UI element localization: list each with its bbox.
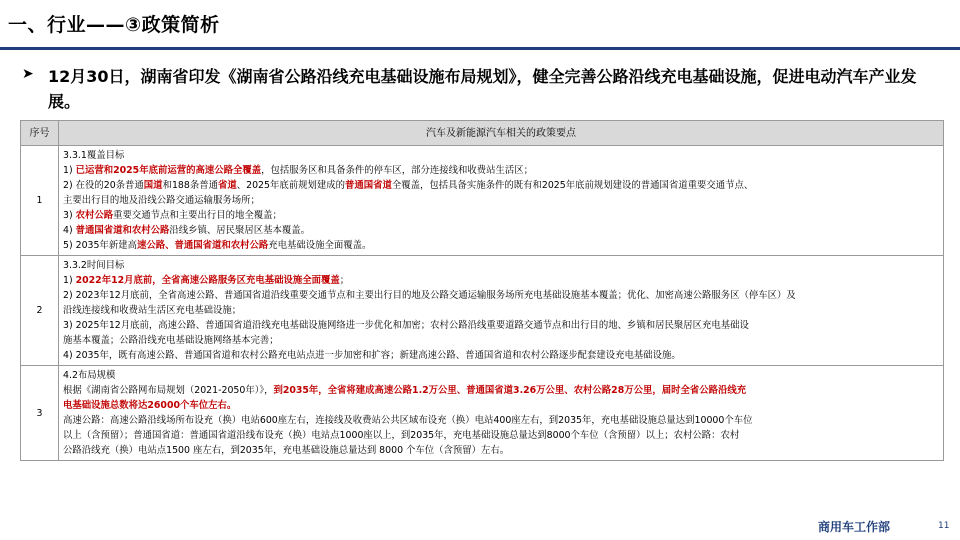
page-title: 一、行业——③政策简析 [8, 14, 220, 36]
row-number: 1 [21, 146, 59, 256]
policy-text: 4.2布局规模 [63, 370, 116, 381]
policy-text: 以上（含预留）；普通国省道：普通国省道沿线布设充（换）电站点1000座以上，到2035年，充电基础设施总量达到8000个车位（含预留）以上；农村公路：农村 [63, 430, 740, 441]
title-bar [0, 0, 960, 52]
policy-text-line [63, 383, 939, 398]
highlighted-text: 国道 [143, 180, 163, 191]
policy-text: 4) [63, 225, 76, 236]
policy-text-line [63, 288, 939, 303]
policy-text-line [63, 413, 939, 428]
policy-text: 根据《湖南省公路网布局规划（2021-2050年）》， [63, 385, 274, 396]
highlighted-text: 农村公路 [75, 210, 114, 221]
policy-text: 充电基础设施全面覆盖。 [268, 240, 372, 251]
policy-text: 和188条普通 [162, 180, 218, 191]
highlighted-text: 普通国省道和农村公路 [75, 225, 170, 236]
table-row [21, 146, 944, 256]
highlighted-text: 省道 [217, 180, 237, 191]
highlighted-text: 电基础设施总数将达26000个车位左右。 [63, 400, 237, 411]
policy-table [20, 120, 944, 461]
policy-text: 3) [63, 210, 76, 221]
policy-text: ，包括服务区和具备条件的停车区，部分连接线和收费站生活区； [261, 165, 533, 176]
policy-content-cell [59, 146, 944, 256]
table-header-row [21, 121, 944, 146]
policy-text-line [63, 208, 939, 223]
policy-text: 4) 2035年，既有高速公路、普通国省道和农村公路充电站点进一步加密和扩容；新建高速公路、普通国省道和农村公路逐步配套建设充电基础设施。 [63, 350, 681, 361]
policy-text-line [63, 428, 939, 443]
row-number: 2 [21, 256, 59, 366]
title-divider [0, 47, 960, 50]
footer-department: 商用车工作部 [818, 520, 891, 534]
policy-text-line [63, 368, 939, 383]
policy-text-line [63, 333, 939, 348]
policy-text: 主要出行目的地及沿线公路交通运输服务场所； [63, 195, 260, 206]
policy-text-line [63, 443, 939, 458]
row-number: 3 [21, 366, 59, 461]
policy-text: 施基本覆盖；公路沿线充电基础设施网络基本完善； [63, 335, 279, 346]
policy-text: 5) 2035年新建高 [63, 240, 137, 251]
page-number: 11 [938, 521, 950, 531]
bullet-text: 12月30日，湖南省印发《湖南省公路沿线充电基础设施布局规划》，健全完善公路沿线充电基础设施，促进电动汽车产业发展。 [48, 67, 917, 111]
column-header-policy: 汽车及新能源汽车相关的政策要点 [59, 121, 944, 146]
policy-text: 2) 在役的20条普通 [63, 180, 144, 191]
table-row [21, 256, 944, 366]
policy-text-line [63, 163, 939, 178]
policy-text: 、2025年底前规划建成的 [236, 180, 345, 191]
policy-text-line [63, 348, 939, 363]
policy-text: ； [339, 275, 350, 286]
policy-text: 3.3.1覆盖目标 [63, 150, 125, 161]
policy-text-line [63, 273, 939, 288]
arrow-bullet-icon: ➤ [22, 66, 34, 82]
policy-text-line [63, 148, 939, 163]
policy-text: 高速公路：高速公路沿线场所布设充（换）电站600座左右，连接线及收费站公共区域布设充（换）电站400座左右，到2035年，充电基础设施总量达到10000个车位 [63, 415, 753, 426]
policy-text: 公路沿线充（换）电站点1500 座左右，到2035年，充电基础设施总量达到 8000 个车位（含预留）左右。 [63, 445, 510, 456]
highlighted-text: 普通国省道 [344, 180, 392, 191]
policy-text-line [63, 223, 939, 238]
policy-text: 1) [63, 165, 76, 176]
policy-text-line [63, 258, 939, 273]
policy-text: 2) 2023年12月底前，全省高速公路、普通国省道沿线重要交通节点和主要出行目的地及公路交通运输服务场所充电基础设施基本覆盖；优化、加密高速公路服务区（停车区）及 [63, 290, 796, 301]
policy-text: 沿线连接线和收费站生活区充电基础设施； [63, 305, 242, 316]
table-row [21, 366, 944, 461]
highlighted-text: 到2035年，全省将建成高速公路1.2万公里、普通国省道3.26万公里、农村公路28万公里，届时全省公路沿线充 [273, 385, 747, 396]
policy-text: 3) 2025年12月底前，高速公路、普通国省道沿线充电基础设施网络进一步优化和加密；农村公路沿线重要道路交通节点和出行目的地、乡镇和居民聚居区充电基础设 [63, 320, 749, 331]
highlighted-text: 已运营和2025年底前运营的高速公路全覆盖 [75, 165, 262, 176]
highlighted-text: 速公路、普通国省道和农村公路 [136, 240, 269, 251]
policy-text-line [63, 193, 939, 208]
policy-text-line [63, 303, 939, 318]
policy-text: 3.3.2时间目标 [63, 260, 125, 271]
policy-content-cell [59, 256, 944, 366]
policy-text-line [63, 398, 939, 413]
column-header-number: 序号 [21, 121, 59, 146]
policy-text: 1) [63, 275, 76, 286]
highlighted-text: 2022年12月底前，全省高速公路服务区充电基础设施全面覆盖 [75, 275, 340, 286]
policy-text-line [63, 318, 939, 333]
policy-text: 沿线乡镇、居民聚居区基本覆盖。 [169, 225, 311, 236]
policy-content-cell [59, 366, 944, 461]
policy-text: 重要交通节点和主要出行目的地全覆盖； [113, 210, 282, 221]
policy-text-line [63, 238, 939, 253]
policy-text: 全覆盖，包括具备实施条件的既有和2025年底前规划建设的普通国省道重要交通节点、 [391, 180, 754, 191]
policy-text-line [63, 178, 939, 193]
